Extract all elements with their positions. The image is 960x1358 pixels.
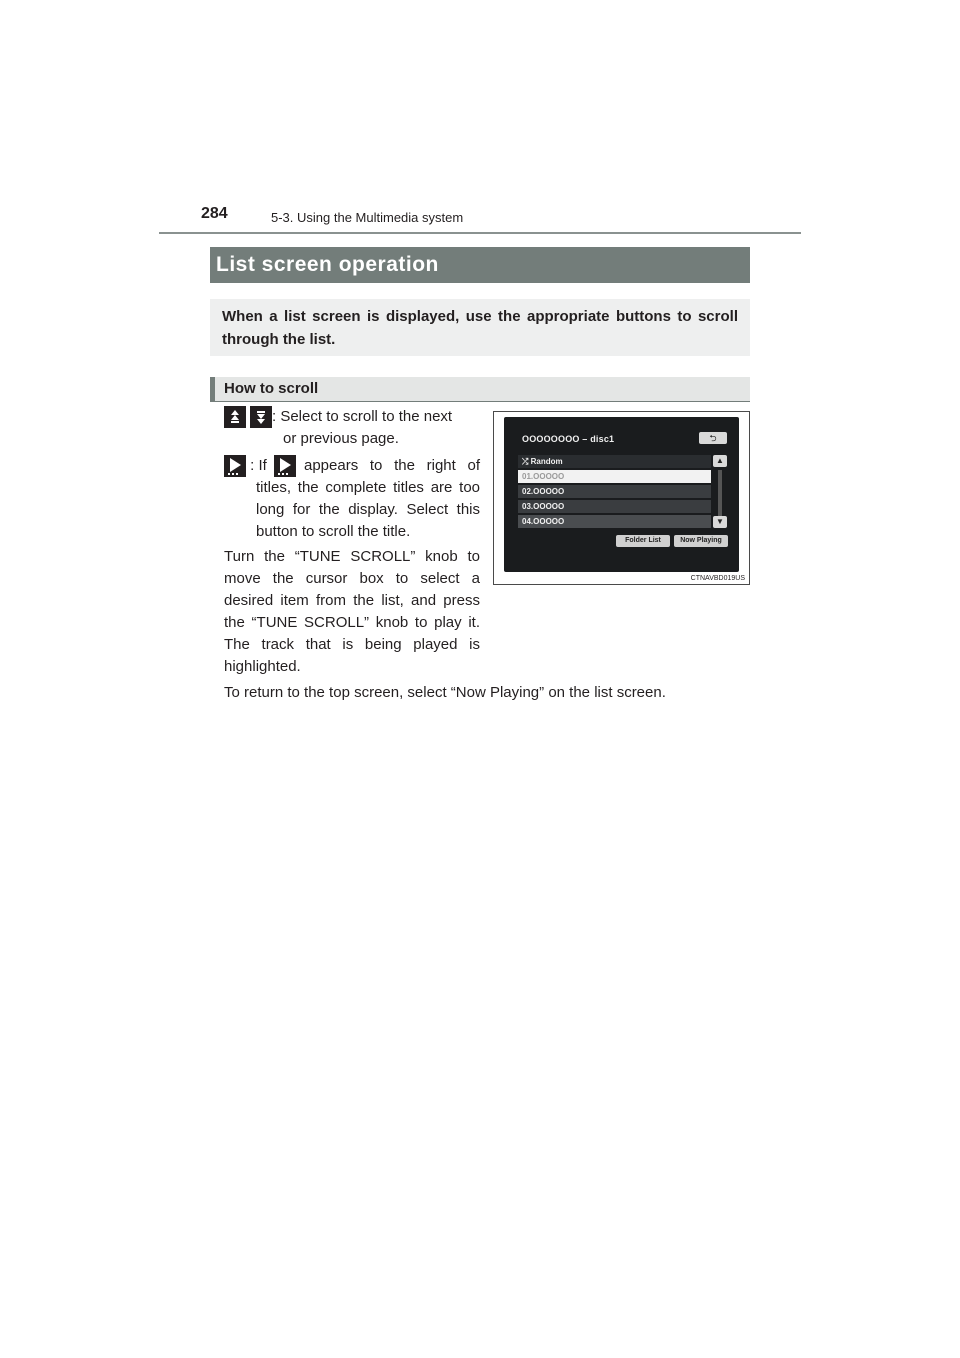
page-scroll-desc-2: or previous page. xyxy=(283,430,399,447)
screen-title: OOOOOOOO – disc1 xyxy=(522,434,615,444)
page-down-icon xyxy=(250,406,272,428)
page-up-icon[interactable]: ▲ xyxy=(713,455,727,467)
header-rule xyxy=(159,232,801,234)
list-item[interactable]: 04.OOOOO xyxy=(518,515,711,528)
scrollbar[interactable] xyxy=(718,470,722,516)
list-item[interactable]: 03.OOOOO xyxy=(518,500,711,513)
footnote: To return to the top screen, select “Now Playing” on the list screen. xyxy=(224,684,666,701)
title-scroll-icon xyxy=(224,455,246,477)
title-scroll-desc-prefix: : If xyxy=(250,457,267,474)
list-item[interactable]: ⤮ Random xyxy=(518,455,711,468)
page-up-icon xyxy=(224,406,246,428)
shuffle-icon: ⤮ xyxy=(522,457,531,466)
knob-paragraph: Turn the “TUNE SCROLL” knob to move the cursor box to select a desired item from the list, and press the “TUNE SCROLL” knob to play it. The track that is being played is highlighted. xyxy=(224,548,480,675)
list-screen-figure xyxy=(493,411,750,585)
list-item[interactable]: 02.OOOOO xyxy=(518,485,711,498)
now-playing-button[interactable]: Now Playing xyxy=(674,535,728,547)
page-down-icon[interactable]: ▼ xyxy=(713,516,727,528)
back-icon[interactable]: ⮌ xyxy=(699,432,727,444)
folder-list-button[interactable]: Folder List xyxy=(616,535,670,547)
page-number: 284 xyxy=(201,205,228,222)
title-scroll-desc: appears to the right of titles, the complete titles are too long for the display. Select this button to scroll the title. xyxy=(256,457,480,540)
intro-text: When a list screen is displayed, use the appropriate buttons to scroll through the list. xyxy=(222,308,738,348)
list-item[interactable]: 01.OOOOO xyxy=(518,470,711,483)
screen xyxy=(504,417,739,572)
subheading: How to scroll xyxy=(210,377,750,402)
item-page-scroll xyxy=(224,406,480,450)
item-title-scroll xyxy=(224,455,480,540)
figure-code: CTNAVBD019US xyxy=(690,575,745,582)
running-head: 5-3. Using the Multimedia system xyxy=(271,210,464,225)
intro-box xyxy=(210,299,750,356)
section-title: List screen operation xyxy=(210,247,750,283)
page-scroll-desc-1: : Select to scroll to the next xyxy=(272,408,453,425)
